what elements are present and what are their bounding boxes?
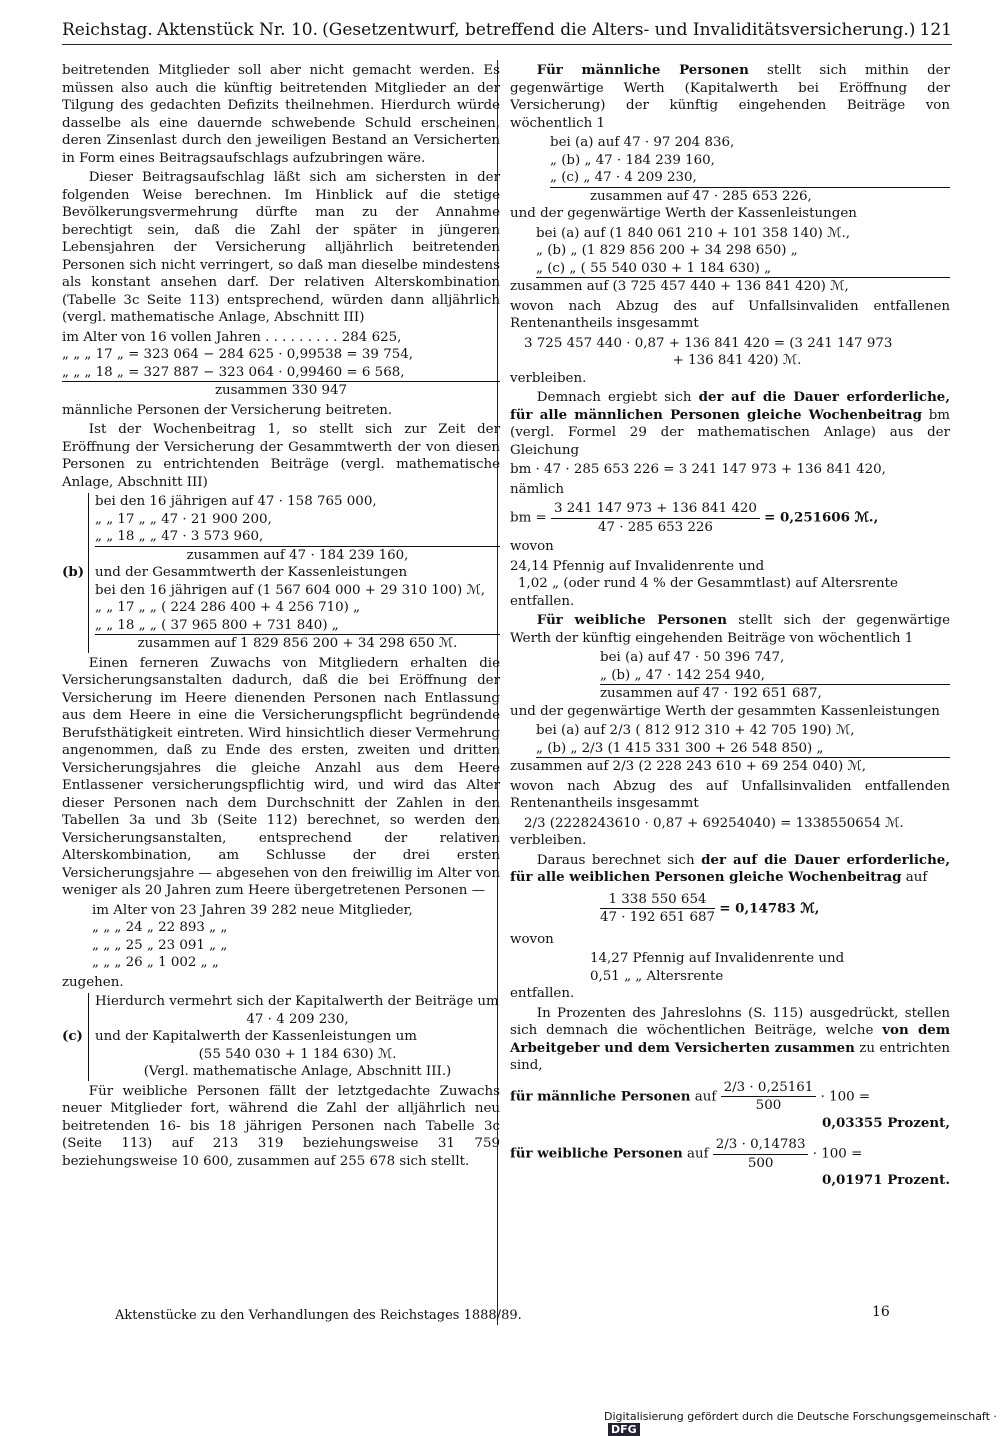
- dfg-logo: DFG: [608, 1423, 640, 1436]
- member-line: „ „ „ 25 „ 23 091 „ „: [92, 937, 228, 953]
- paragraph: verbleiben.: [510, 833, 587, 848]
- calc-line: 3 725 457 440 · 0,87 + 136 841 420 = (3 241 147 973: [524, 335, 893, 351]
- footer-citation: Aktenstücke zu den Verhandlungen des Reichstages 1888/89.: [115, 1308, 522, 1323]
- text: auf: [901, 870, 928, 885]
- fraction-denominator: 500: [755, 1098, 782, 1113]
- m-line: „ (b) „ 47 · 184 239 160,: [550, 152, 715, 168]
- member-line: „ „ „ 26 „ 1 002 „ „: [92, 955, 219, 970]
- b-line: bei den 16 jährigen auf 47 · 158 765 000,: [95, 494, 377, 509]
- paragraph: entfallen.: [510, 593, 575, 609]
- paragraph: Ist der Wochenbeitrag 1, so stellt sich zur Zeit der Eröffnung der Versicherung der Gesammtwerth der von diesen Personen zu entrichtenden Beiträge (vergl. mathematische Anlage, Abschnitt III): [62, 422, 500, 490]
- fraction-numerator: 2/3 · 0,14783: [713, 1136, 809, 1155]
- equation: bm · 47 · 285 653 226 = 3 241 147 973 + 136 841 420,: [510, 462, 886, 477]
- text: Demnach ergiebt sich: [536, 390, 699, 405]
- fraction-denominator: 500: [747, 1155, 774, 1171]
- text: · 100 =: [816, 1089, 871, 1104]
- age-line: im Alter von 16 vollen Jahren . . . . . . . . . 284 625,: [62, 329, 402, 345]
- dfg-text: Digitalisierung gefördert durch die Deutsche Forschungsgemeinschaft ·: [604, 1410, 997, 1423]
- paragraph: zusammen auf 2/3 (2 228 243 610 + 69 254 040) ℳ,: [510, 759, 867, 774]
- fraction-result: = 0,251606 ℳ.,: [764, 509, 879, 526]
- male-fraction: [510, 500, 950, 536]
- fraction-numerator: 3 241 147 973 + 136 841 420: [551, 500, 760, 519]
- female-percent: [510, 1136, 950, 1172]
- bold-text: der auf die Dauer erforderliche, für alle weiblichen Personen gleiche Wochenbeitrag: [510, 851, 950, 885]
- fraction: [600, 891, 715, 927]
- block-c-label: (c): [62, 1028, 83, 1044]
- paragraph: wovon nach Abzug des auf Unfallsinvaliden entfallenen Rentenantheils insgesammt: [510, 298, 950, 331]
- fraction-denominator: 47 · 285 653 226: [597, 519, 713, 535]
- paragraph: beitretenden Mitglieder soll aber nicht gemacht werden. Es müssen also auch die künftig beitretenden Mitglieder an der Tilgung des gedachten Defizits theilnehmen. Hierdurch würde dasselbe als eine dauernde schwebende Schuld erscheinen, deren Zinsenlast durch den jeweiligen Bestand an Versicherten in Form eines Beitragsaufschlags aufzubringen wäre.: [62, 63, 500, 166]
- c-line: Hierdurch vermehrt sich der Kapitalwerth der Beiträge um: [95, 994, 499, 1009]
- paragraph: entfallen.: [510, 986, 575, 1001]
- paragraph: Für weibliche Personen fällt der letztgedachte Zuwachs neuer Mitglieder fort, während die Zahl der alljährlich neu beitretenden 16- bis 18 jährigen Personen nach Tabelle 3c (Seite 113) auf 213 319 beziehungsweise 31 759 beziehungsweise 10 600, zusammen auf 255 678 sich stellt.: [62, 1083, 500, 1169]
- mk-line: bei (a) auf (1 840 061 210 + 101 358 140) ℳ.,: [536, 225, 850, 241]
- calc-line: 2/3 (2228243610 · 0,87 + 69254040) = 1338550654 ℳ.: [524, 815, 904, 831]
- text: Daraus berechnet sich: [536, 852, 702, 868]
- female-contributions: [600, 649, 950, 703]
- b-line: „ „ 18 „ „ ( 37 965 800 + 731 840) „: [95, 617, 500, 636]
- w-line: bei (a) auf 47 · 50 396 747,: [600, 650, 785, 665]
- bold-text: der auf die Dauer erforderliche, für alle männlichen Personen gleiche Wochenbeitrag: [510, 389, 950, 423]
- w-line: zusammen auf 47 · 192 651 687,: [600, 686, 822, 701]
- paragraph: Einen ferneren Zuwachs von Mitgliedern erhalten die Versicherungsanstalten dadurch, daß die bei Eröffnung der Versicherung im Heere dienenden Personen nach Entlassung aus dem Heere in eine die Versicherungspflicht begründende Berufsthätigkeit eintreten. Wird hinsichtlich dieser Vermehrung angenommen, daß zu Ende des ersten, zweiten und dritten Versicherungsjahres die gleiche Anzahl aus dem Heere Entlassener versicherungspflichtig wird, und wird das Alter dieser Personen nach dem Durchschnitt der Zahlen in den Tabellen 3a und 3b (Seite 112) berechnet, so werden den Versicherungsanstalten, entsprechend der relativen Alterskombination, am Schlusse der drei ersten Versicherungsjahre — abgesehen von den freiwillig im Alter von weniger als 20 Jahren zum Heere übergetretenen Personen —: [62, 655, 500, 898]
- c-line: (55 540 030 + 1 184 630) ℳ.: [198, 1046, 397, 1062]
- paragraph: nämlich: [510, 481, 564, 497]
- fraction: [551, 500, 760, 536]
- wovon-line: 0,51 „ „ Altersrente: [590, 968, 724, 984]
- wovon-line: 14,27 Pfennig auf Invalidenrente und: [590, 951, 845, 966]
- block-b: [62, 493, 500, 653]
- c-line: (Vergl. mathematische Anlage, Abschnitt III.): [143, 1064, 452, 1079]
- b-line: zusammen auf 1 829 856 200 + 34 298 650 ℳ.: [137, 636, 458, 651]
- wovon-line: 24,14 Pfennig auf Invalidenrente und: [510, 558, 765, 574]
- member-line: „ „ „ 24 „ 22 893 „ „: [92, 920, 228, 935]
- male-heading: Für männliche Personen: [536, 62, 749, 78]
- header-doc-number: Aktenstück Nr. 10.: [156, 20, 319, 40]
- dfg-credit: [604, 1410, 1000, 1436]
- mk-line: „ (b) „ (1 829 856 200 + 34 298 650) „: [536, 243, 798, 258]
- age-line: „ „ „ 18 „ = 327 887 − 323 064 · 0,99460 = 6 568,: [62, 364, 500, 383]
- wk-line: bei (a) auf 2/3 ( 812 912 310 + 42 705 190) ℳ,: [536, 723, 855, 738]
- bold-text: von dem Arbeitgeber und dem Versicherten zusammen: [510, 1022, 950, 1056]
- text: auf: [690, 1089, 721, 1104]
- male-kassen: [536, 225, 950, 279]
- male-contributions: [550, 134, 950, 205]
- age-sum: zusammen 330 947: [214, 383, 348, 398]
- block-b-label: (b): [62, 564, 85, 580]
- fraction-numerator: 2/3 · 0,25161: [721, 1079, 817, 1098]
- text: · 100 =: [808, 1146, 863, 1162]
- text: bm (vergl. Formel 29 der mathematischen Anlage) aus der Gleichung: [510, 407, 950, 458]
- wovon-line: 1,02 „ (oder rund 4 % der Gesammtlast) auf Altersrente: [518, 576, 898, 591]
- b-line: und der Gesammtwerth der Kassenleistungen: [95, 565, 408, 580]
- fraction-denominator: 47 · 192 651 687: [600, 910, 715, 925]
- paragraph: männliche Personen der Versicherung beitreten.: [62, 402, 393, 418]
- male-percent: [510, 1079, 950, 1115]
- female-percent-label: für weibliche Personen: [510, 1145, 683, 1162]
- fraction: [713, 1136, 809, 1172]
- text: zu entrichten sind,: [510, 1040, 950, 1073]
- female-kassen: [536, 722, 950, 758]
- paragraph: zugehen.: [62, 974, 124, 990]
- paragraph: und der gegenwärtige Werth der Kassenleistungen: [510, 206, 857, 221]
- wk-line: „ (b) „ 2/3 (1 415 331 300 + 26 548 850) „: [536, 740, 824, 756]
- header-reichstag: Reichstag.: [62, 20, 153, 40]
- left-column: [62, 62, 500, 1172]
- header-title: (Gesetzentwurf, betreffend die Alters- und Invaliditätsversicherung.): [322, 20, 916, 40]
- female-percent-result: 0,01971 Prozent.: [822, 1172, 950, 1188]
- right-column: [510, 62, 950, 1190]
- b-line: „ „ 17 „ „ 47 · 21 900 200,: [95, 511, 272, 527]
- b-line: „ „ 18 „ „ 47 · 3 573 960,: [95, 528, 500, 547]
- male-calc: [524, 335, 950, 370]
- signature-number: 16: [872, 1304, 890, 1320]
- m-line: zusammen auf 47 · 285 653 226,: [590, 188, 812, 204]
- block-c-lines: [88, 993, 500, 1081]
- member-line: im Alter von 23 Jahren 39 282 neue Mitglieder,: [92, 902, 413, 918]
- female-intro: stellt sich der gegenwärtige Werth der künftig eingehenden Beiträge von wöchentlich 1: [510, 613, 951, 646]
- header-page-number: 121: [919, 20, 952, 40]
- text: auf: [682, 1146, 713, 1162]
- paragraph: zusammen auf (3 725 457 440 + 136 841 420) ℳ,: [510, 279, 849, 294]
- c-line: und der Kapitalwerth der Kassenleistungen um: [95, 1029, 417, 1044]
- m-line: bei (a) auf 47 · 97 204 836,: [550, 135, 735, 150]
- fraction-result: = 0,14783 ℳ,: [719, 900, 820, 916]
- male-intro: stellt sich mithin der gegenwärtige Werth (Kapitalwerth bei Eröffnung der Versicherung) der künftig eingehenden Beiträge von wöchentlich 1: [510, 63, 950, 131]
- m-line: „ (c) „ 47 · 4 209 230,: [550, 169, 950, 188]
- female-fraction: [600, 891, 950, 927]
- w-line: „ (b) „ 47 · 142 254 940,: [600, 667, 950, 686]
- block-b-lines: [88, 493, 500, 653]
- mk-line: „ (c) „ ( 55 540 030 + 1 184 630) „: [536, 260, 772, 276]
- age-line: „ „ „ 17 „ = 323 064 − 284 625 · 0,99538 = 39 754,: [62, 347, 414, 362]
- block-c: [62, 993, 500, 1081]
- b-line: „ „ 17 „ „ ( 224 286 400 + 4 256 710) „: [95, 600, 361, 615]
- b-line: zusammen auf 47 · 184 239 160,: [186, 547, 409, 563]
- fraction: [721, 1079, 817, 1115]
- male-percent-label: für männliche Personen: [510, 1088, 691, 1104]
- members-table: [92, 902, 500, 972]
- page-header: [62, 20, 952, 45]
- frac-prefix: bm =: [510, 510, 552, 526]
- text: In Prozenten des Jahreslohns (S. 115) ausgedrückt, stellen sich demnach die wöchentlichen Beiträge, welche: [510, 1005, 950, 1038]
- paragraph: und der gegenwärtige Werth der gesammten Kassenleistungen: [510, 703, 940, 719]
- female-heading: Für weibliche Personen: [536, 612, 728, 628]
- male-percent-result: 0,03355 Prozent,: [822, 1114, 950, 1131]
- paragraph: wovon nach Abzug des auf Unfallsinvaliden entfallenden Rentenantheils insgesammt: [510, 778, 950, 811]
- paragraph: verbleiben.: [510, 370, 587, 386]
- calc-line: + 136 841 420) ℳ.: [672, 353, 802, 368]
- age-table: [62, 329, 500, 400]
- c-line: 47 · 4 209 230,: [246, 1011, 349, 1027]
- paragraph: Dieser Beitragsaufschlag läßt sich am sichersten in der folgenden Weise berechnen. Im Hinblick auf die stetige Bevölkerungsvermehrung dürfte man zu der Annahme berechtigt sein, daß die Zahl der später in jüngeren Lebensjahren der Versicherung alljährlich beitretenden Personen sich nicht verringert, so daß man dieselbe mindestens als konstant ansehen darf. Der relativen Alterskombination (Tabelle 3c Seite 113) entsprechend, würden dann alljährlich (vergl. mathematische Anlage, Abschnitt III): [62, 170, 500, 325]
- paragraph: wovon: [510, 931, 554, 947]
- b-line: bei den 16 jährigen auf (1 567 604 000 + 29 310 100) ℳ,: [95, 582, 485, 598]
- fraction-numerator: 1 338 550 654: [600, 891, 715, 910]
- paragraph: wovon: [510, 539, 554, 554]
